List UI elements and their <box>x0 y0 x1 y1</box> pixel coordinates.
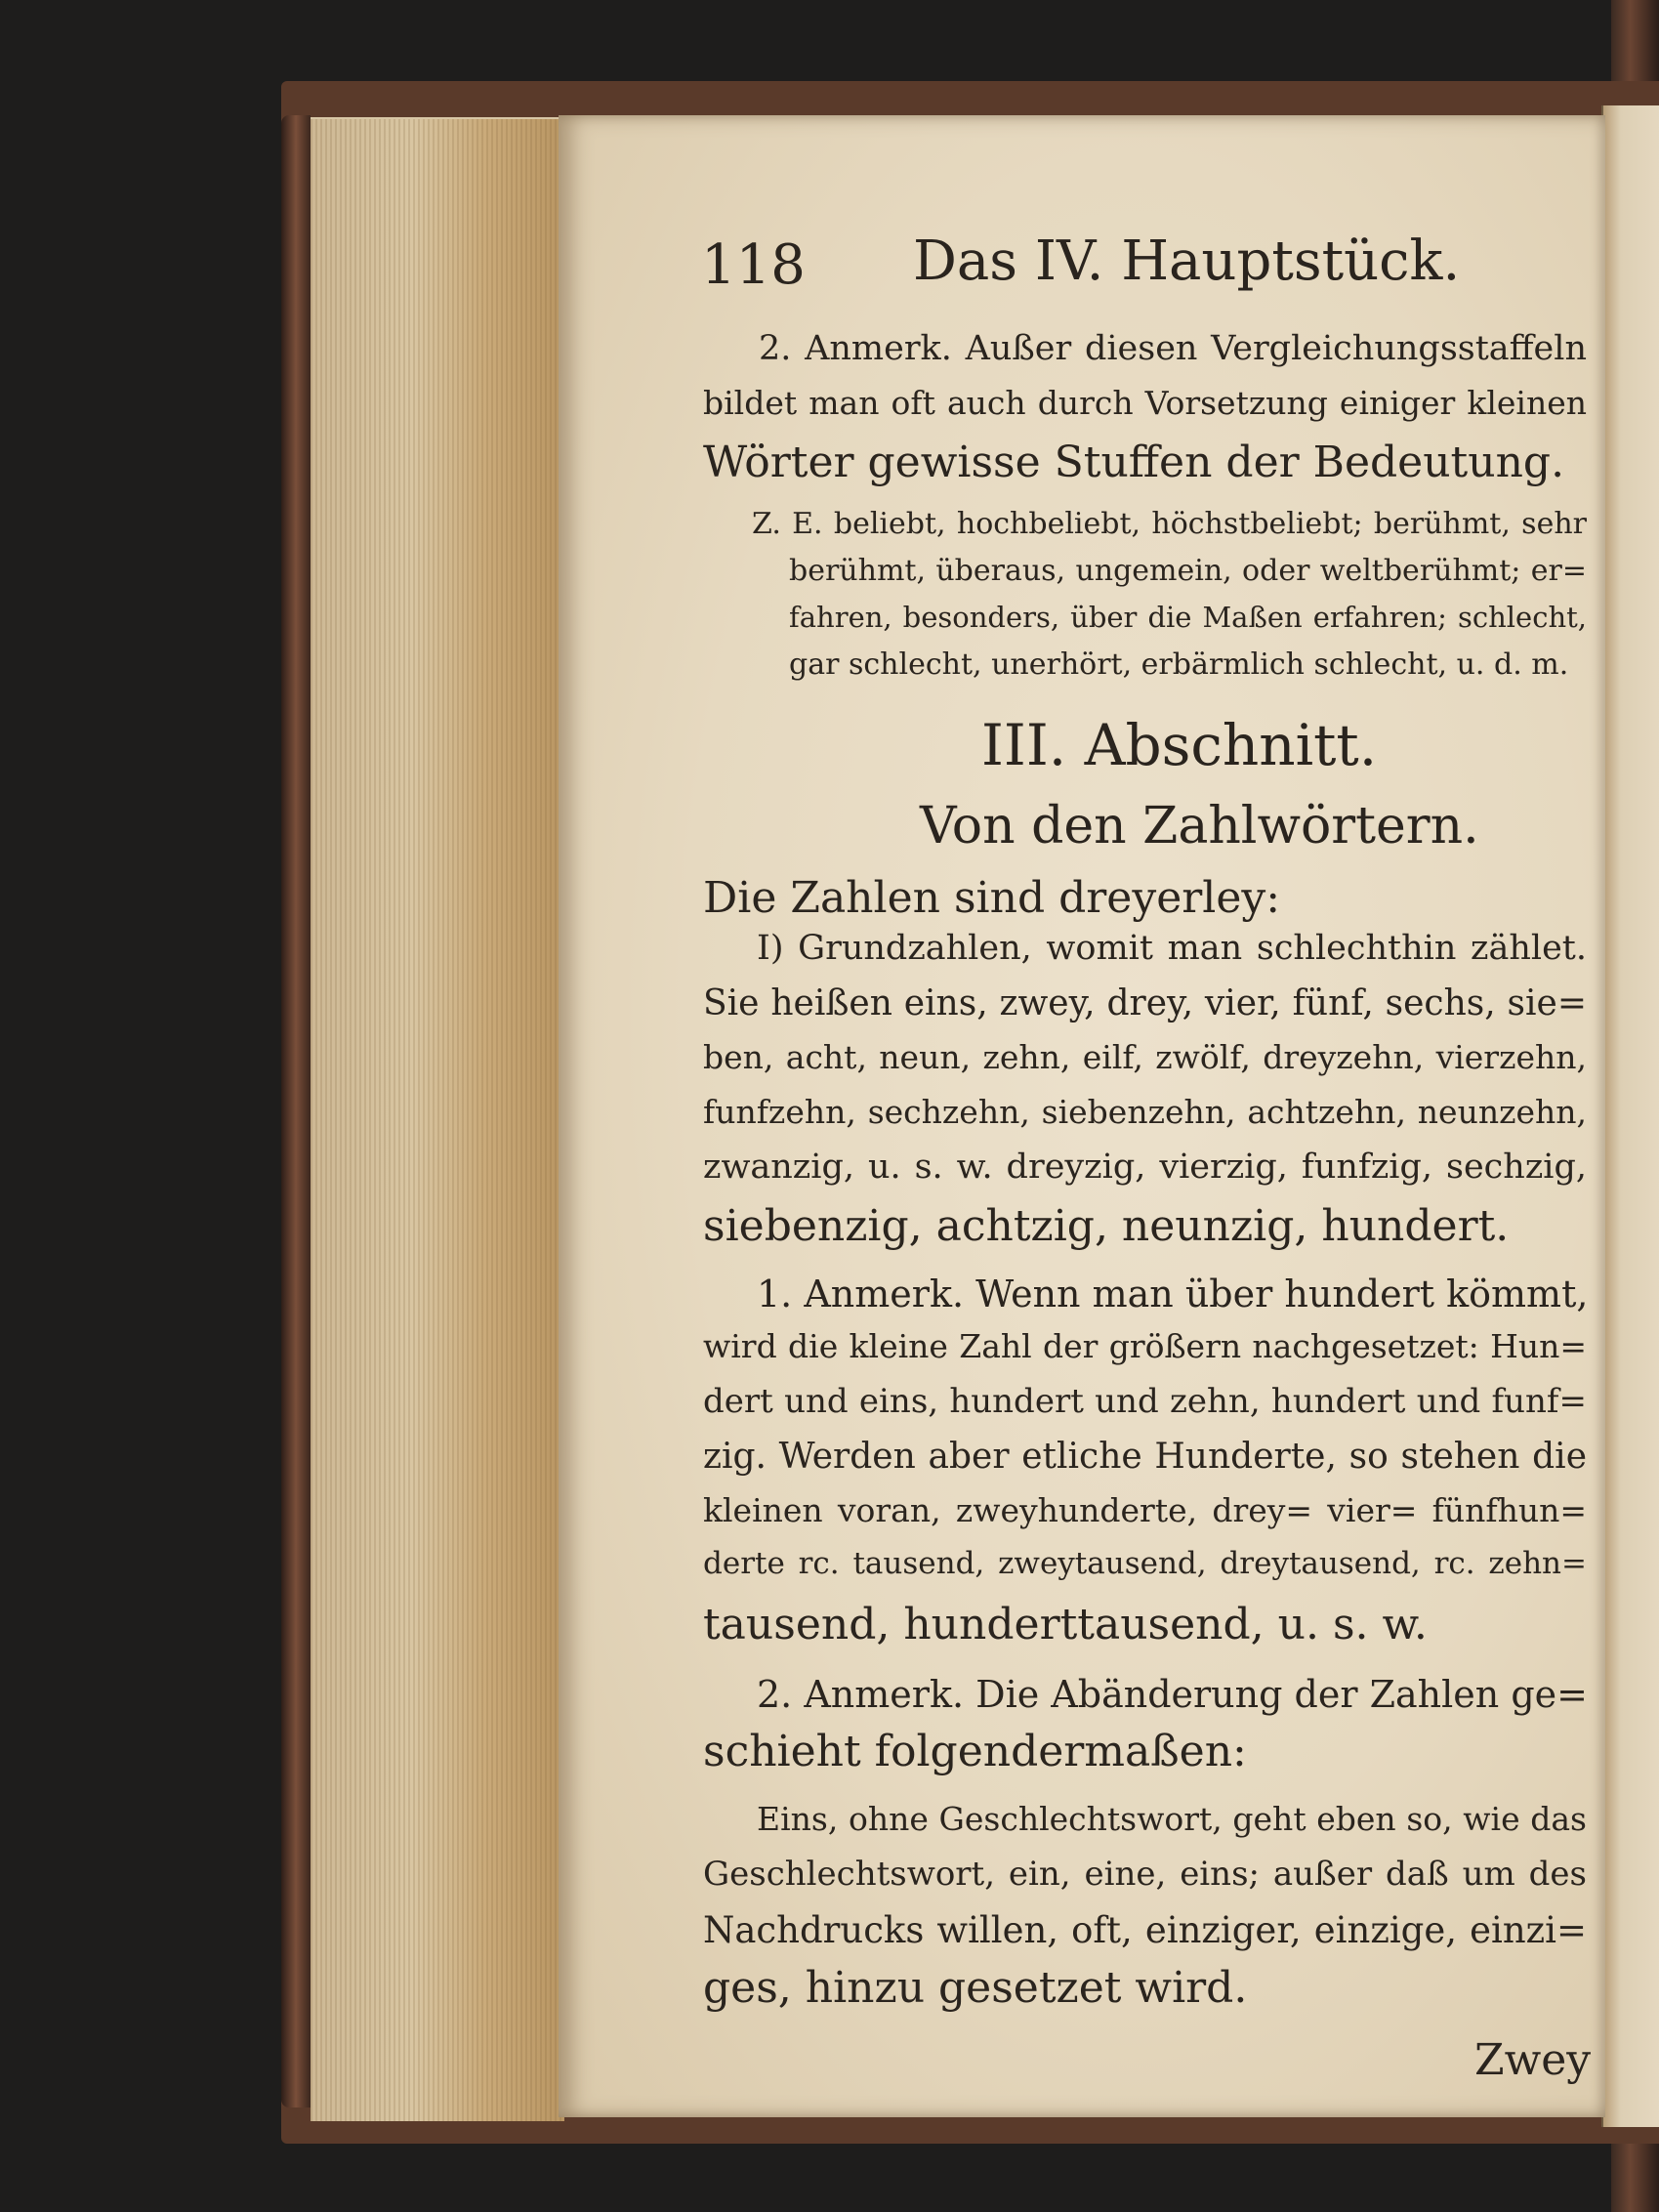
text-line: 2. Anmerk. Die Abänderung der Zahlen ge= <box>757 1673 1588 1716</box>
section-heading: III. Abschnitt. <box>981 712 1378 778</box>
text-line: gar schlecht, unerhört, erbärmlich schlecht, u. d. m. <box>789 647 1569 682</box>
text-line: Z. E. beliebt, hochbeliebt, höchstbeliebt; berühmt, sehr <box>752 507 1587 541</box>
text-line: tausend, hunderttausend, u. s. w. <box>703 1600 1428 1649</box>
text-line: fahren, besonders, über die Maßen erfahren; schlecht, <box>789 601 1587 634</box>
text-line: berühmt, überaus, ungemein, oder weltberühmt; er= <box>789 554 1587 588</box>
text-line: zwanzig, u. s. w. dreyzig, vierzig, funfzig, sechzig, <box>703 1148 1587 1187</box>
text-line: dert und eins, hundert und zehn, hundert und funf= <box>703 1382 1587 1421</box>
text-line: funfzehn, sechzehn, siebenzehn, achtzehn, neunzehn, <box>703 1093 1587 1131</box>
page-edges <box>311 117 564 2121</box>
catchword: Zwey <box>1474 2035 1592 2085</box>
running-title: Das IV. Hauptstück. <box>913 230 1461 293</box>
text-line: siebenzig, achtzig, neunzig, hundert. <box>703 1201 1510 1251</box>
facing-page-edge <box>1601 105 1659 2127</box>
text-line: I) Grundzahlen, womit man schlechthin zählet. <box>757 929 1587 968</box>
text-line: 1. Anmerk. Wenn man über hundert kömmt, <box>757 1273 1589 1315</box>
text-line: schieht folgendermaßen: <box>703 1727 1247 1776</box>
text-line: ges, hinzu gesetzet wird. <box>703 1963 1248 2013</box>
text-line: Wörter gewisse Stuffen der Bedeutung. <box>703 438 1565 487</box>
text-line: Die Zahlen sind dreyerley: <box>703 873 1281 923</box>
text-line: wird die kleine Zahl der größern nachgesetzet: Hun= <box>703 1327 1587 1365</box>
text-line: zig. Werden aber etliche Hunderte, so stehen die <box>703 1437 1587 1477</box>
text-line: bildet man oft auch durch Vorsetzung einiger kleinen <box>703 384 1587 422</box>
book-spine-edge <box>281 115 311 2108</box>
text-line: Sie heißen eins, zwey, drey, vier, fünf, sechs, sie= <box>703 983 1587 1023</box>
text-line: Eins, ohne Geschlechtswort, geht eben so, wie das <box>757 1800 1587 1838</box>
page-number: 118 <box>701 233 806 297</box>
text-line: ben, acht, neun, zehn, eilf, zwölf, dreyzehn, vierzehn, <box>703 1038 1587 1076</box>
text-line: Nachdrucks willen, oft, einziger, einzige, einzi= <box>703 1909 1587 1951</box>
text-line: derte rc. tausend, zweytausend, dreytausend, rc. zehn= <box>703 1546 1587 1581</box>
text-line: Geschlechtswort, ein, eine, eins; außer daß um des <box>703 1855 1587 1894</box>
text-line: 2. Anmerk. Außer diesen Vergleichungsstaffeln <box>759 329 1587 368</box>
section-subheading: Von den Zahlwörtern. <box>920 797 1479 856</box>
text-line: kleinen voran, zweyhunderte, drey= vier= fünfhun= <box>703 1491 1587 1529</box>
